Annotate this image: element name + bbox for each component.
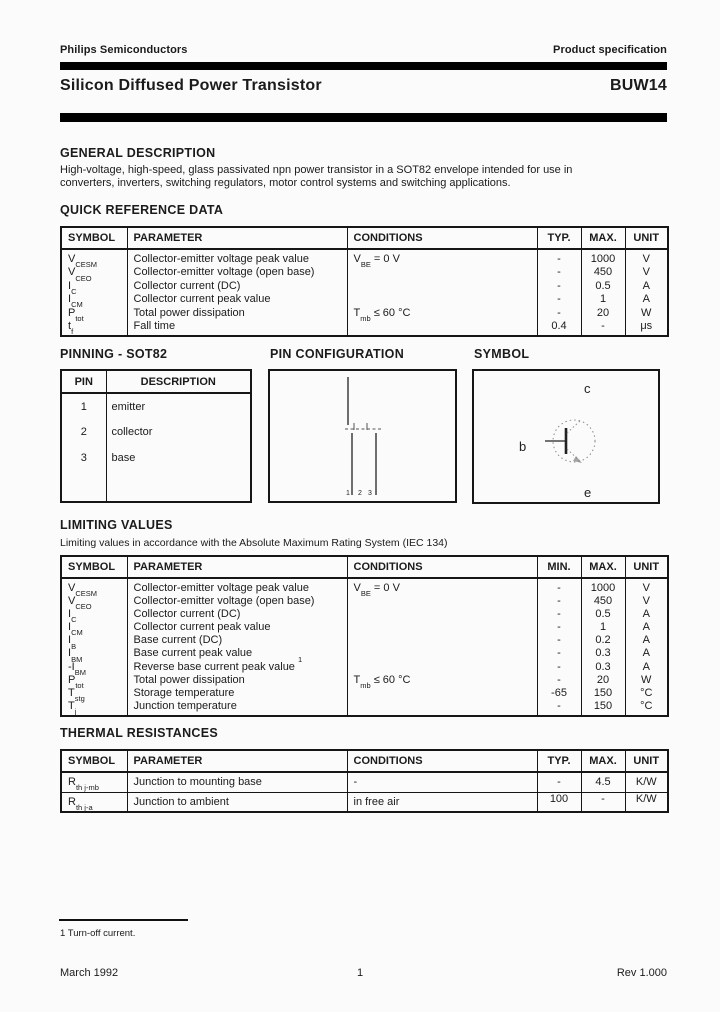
table-cell: Junction temperature	[127, 700, 347, 716]
section-heading-general-description: GENERAL DESCRIPTION	[60, 146, 216, 160]
table-header-row	[61, 227, 668, 249]
pin-label-1: 1	[346, 490, 350, 497]
table-cell: 450	[581, 595, 625, 608]
general-description-paragraph: High-voltage, high-speed, glass passivated npn power transistor in a SOT82 envelope intended for use in converters, inverters, switching regulators, motor control systems and switching applications.	[60, 164, 573, 189]
table-cell: -	[537, 280, 581, 293]
table-cell: -	[537, 647, 581, 660]
table-cell: 20	[581, 674, 625, 687]
section-heading-pinning: PINNING - SOT82	[60, 347, 168, 361]
column-header: SYMBOL	[61, 556, 127, 578]
table-cell: $P_{tot}$	[61, 307, 127, 320]
table-cell: -	[581, 793, 625, 813]
table-cell: A	[642, 660, 650, 673]
table-row	[61, 621, 668, 634]
table-cell: $T_{mb} \le 60$ °C	[347, 307, 537, 320]
table-cell: °C	[640, 686, 653, 699]
table-cell: 450	[581, 266, 625, 279]
table-cell: Junction to mounting base	[127, 772, 347, 793]
table-cell: V	[642, 253, 650, 265]
table-cell	[347, 647, 537, 660]
table-cell	[347, 621, 537, 634]
column-header: DESCRIPTION	[106, 370, 251, 393]
header-spec-type: Product specification	[553, 44, 667, 56]
table-cell	[347, 320, 537, 336]
table-cell: 1	[581, 621, 625, 634]
column-header: UNIT	[625, 556, 668, 578]
table-cell: $R_{th j-a}$	[61, 793, 127, 813]
table-header-row	[61, 750, 668, 772]
table-row	[61, 249, 668, 266]
table-row	[61, 634, 668, 647]
table-cell: -	[537, 266, 581, 279]
pin-configuration-box	[268, 369, 457, 503]
section-heading-quick-reference: QUICK REFERENCE DATA	[60, 203, 224, 217]
table-cell: -65	[537, 687, 581, 700]
table-cell: base	[111, 452, 136, 464]
table-cell: Fall time	[127, 320, 347, 336]
table-cell: -	[537, 307, 581, 320]
table-cell: -	[537, 772, 581, 793]
column-header: MAX.	[581, 556, 625, 578]
column-header: CONDITIONS	[347, 556, 537, 578]
table-cell: Collector current (DC)	[127, 608, 347, 621]
section-heading-limiting-values: LIMITING VALUES	[60, 518, 173, 532]
table-cell: 100	[537, 793, 581, 813]
table-cell: -	[537, 634, 581, 647]
table-cell: $I_C$	[61, 280, 127, 293]
header-publisher: Philips Semiconductors	[60, 44, 188, 56]
table-cell: -	[537, 700, 581, 716]
table-cell: $I_C$	[61, 608, 127, 621]
column-header: MAX.	[581, 750, 625, 772]
table-cell: $V_{CESM}$	[61, 578, 127, 595]
table-filler-row	[61, 471, 251, 502]
table-cell: -	[537, 249, 581, 266]
table-cell: 0.2	[581, 634, 625, 647]
table-cell: 3	[61, 445, 106, 471]
table-cell: A	[642, 293, 650, 306]
table-cell: V	[642, 266, 650, 279]
table-cell	[347, 266, 537, 279]
table-cell: $I_{CM}$	[61, 621, 127, 634]
table-cell: -	[537, 293, 581, 306]
column-header: CONDITIONS	[347, 750, 537, 772]
table-row	[61, 393, 251, 419]
table-cell: Collector current peak value	[127, 621, 347, 634]
table-row	[61, 647, 668, 660]
table-row	[61, 578, 668, 595]
column-header: MIN.	[537, 556, 581, 578]
table-header-row	[61, 370, 251, 393]
table-cell: -	[537, 608, 581, 621]
table-cell: Total power dissipation	[127, 674, 347, 687]
table-cell: Junction to ambient	[127, 793, 347, 813]
footnote-text: 1 Turn-off current.	[60, 928, 136, 939]
table-cell: $V_{BE} = 0$ V	[347, 249, 537, 266]
table-cell: Collector-emitter voltage peak value	[127, 249, 347, 266]
page-title: Silicon Diffused Power Transistor	[60, 77, 322, 94]
table-cell: Collector-emitter voltage peak value	[127, 578, 347, 595]
table-cell	[347, 608, 537, 621]
table-cell: W	[641, 306, 652, 319]
table-cell: $I_{CM}$	[61, 293, 127, 306]
table-cell: A	[642, 621, 650, 634]
table-row	[61, 772, 668, 793]
table-cell: collector	[111, 426, 153, 438]
terminal-label-collector: c	[584, 381, 591, 396]
section-heading-pin-configuration: PIN CONFIGURATION	[270, 347, 405, 361]
table-cell: -	[581, 320, 625, 336]
table-cell: Collector current peak value	[127, 293, 347, 306]
footer-page-number: 1	[356, 967, 364, 979]
table-cell: $R_{th j-mb}$	[61, 772, 127, 793]
table-cell: Collector-emitter voltage (open base)	[127, 595, 347, 608]
table-cell	[347, 293, 537, 306]
table-cell	[347, 661, 537, 674]
table-cell: $t_f$	[61, 320, 127, 336]
table-cell: °C	[640, 699, 653, 712]
table-row	[61, 608, 668, 621]
table-cell: 1	[61, 393, 106, 419]
column-header: PIN	[61, 370, 106, 393]
table-cell: A	[642, 279, 650, 292]
column-header: CONDITIONS	[347, 227, 537, 249]
table-cell: $T_{mb} \le 60$ °C	[347, 674, 537, 687]
table-header-row	[61, 556, 668, 578]
pin-label-3: 3	[368, 490, 372, 497]
table-cell	[347, 687, 537, 700]
table-cell: 20	[581, 307, 625, 320]
table-cell: 4.5	[581, 772, 625, 793]
table-cell: V	[642, 582, 650, 594]
table-row	[61, 674, 668, 687]
table-cell: $-I_{BM}$	[61, 661, 127, 674]
table-cell: $V_{CEO}$	[61, 266, 127, 279]
table-row	[61, 445, 251, 471]
column-header: TYP.	[537, 750, 581, 772]
footnote-rule	[59, 919, 188, 921]
table-cell: Total power dissipation	[127, 307, 347, 320]
table-cell: 1	[581, 293, 625, 306]
column-header: SYMBOL	[61, 227, 127, 249]
table-cell: Storage temperature	[127, 687, 347, 700]
table-cell: 2	[61, 419, 106, 445]
table-cell: -	[537, 595, 581, 608]
table-cell: 1000	[581, 249, 625, 266]
table-cell: Base current peak value	[127, 647, 347, 660]
column-header: MAX.	[581, 227, 625, 249]
column-header: TYP.	[537, 227, 581, 249]
table-cell: Collector current (DC)	[127, 280, 347, 293]
table-cell: 1000	[581, 578, 625, 595]
table-row	[61, 661, 668, 674]
table-cell: $T_j$	[61, 700, 127, 716]
table-cell: Reverse base current peak value $^1$	[127, 661, 347, 674]
table-cell: -	[537, 674, 581, 687]
section-heading-symbol: SYMBOL	[474, 347, 530, 361]
table-cell: 0.5	[581, 280, 625, 293]
table-row	[61, 793, 668, 813]
pin-label-2: 2	[358, 490, 362, 497]
table-cell: Collector-emitter voltage (open base)	[127, 266, 347, 279]
limiting-values-subtitle: Limiting values in accordance with the Absolute Maximum Rating System (IEC 134)	[60, 537, 448, 549]
table-cell: K/W	[635, 776, 657, 788]
table-cell: -	[537, 578, 581, 595]
footer-date: March 1992	[60, 967, 119, 979]
terminal-label-base: b	[519, 439, 527, 454]
table-row	[61, 700, 668, 716]
terminal-label-emitter: e	[584, 485, 592, 500]
quick-reference-table	[60, 226, 669, 337]
table-cell: $T_{stg}$	[61, 687, 127, 700]
table-cell: emitter	[111, 400, 146, 413]
table-cell	[347, 634, 537, 647]
top-rule-bar	[60, 62, 667, 70]
table-cell	[347, 595, 537, 608]
limiting-values-table	[60, 555, 669, 717]
table-cell: $V_{CEO}$	[61, 595, 127, 608]
table-cell: 0.3	[581, 661, 625, 674]
table-row	[61, 307, 668, 320]
column-header: UNIT	[625, 750, 668, 772]
table-cell: 150	[581, 687, 625, 700]
table-cell: $P_{tot}$	[61, 674, 127, 687]
table-cell: $V_{CESM}$	[61, 249, 127, 266]
column-header: PARAMETER	[127, 227, 347, 249]
table-cell	[347, 700, 537, 716]
title-rule-bar	[60, 113, 667, 122]
table-cell: K/W	[625, 793, 668, 813]
pinning-table	[60, 369, 252, 503]
thermal-resistances-table	[60, 749, 669, 813]
footer-revision: Rev 1.000	[616, 967, 667, 979]
table-cell: -	[537, 661, 581, 674]
symbol-box	[472, 369, 660, 504]
table-cell: μs	[640, 320, 653, 333]
column-header: UNIT	[625, 227, 668, 249]
sot82-package-drawing	[270, 371, 455, 501]
column-header: SYMBOL	[61, 750, 127, 772]
table-cell: W	[641, 673, 652, 686]
column-header: PARAMETER	[127, 750, 347, 772]
table-cell: -	[347, 772, 537, 793]
table-cell: in free air	[347, 793, 537, 813]
table-cell: $V_{BE} = 0$ V	[347, 578, 537, 595]
table-cell: A	[642, 608, 650, 621]
section-heading-thermal-resistances: THERMAL RESISTANCES	[60, 726, 219, 740]
table-cell: 0.4	[537, 320, 581, 336]
table-cell: A	[642, 634, 650, 647]
table-cell: $I_B$	[61, 634, 127, 647]
table-cell: -	[537, 621, 581, 634]
table-cell: 0.5	[581, 608, 625, 621]
table-cell: 0.3	[581, 647, 625, 660]
table-row	[61, 293, 668, 306]
table-cell	[347, 280, 537, 293]
table-row	[61, 419, 251, 445]
column-header: PARAMETER	[127, 556, 347, 578]
table-cell: A	[642, 647, 650, 660]
table-cell: Base current (DC)	[127, 634, 347, 647]
table-cell: 150	[581, 700, 625, 716]
table-row	[61, 280, 668, 293]
table-cell: $I_{BM}$	[61, 647, 127, 660]
npn-transistor-symbol	[474, 371, 658, 502]
part-number: BUW14	[609, 77, 667, 94]
table-cell: V	[642, 595, 650, 608]
